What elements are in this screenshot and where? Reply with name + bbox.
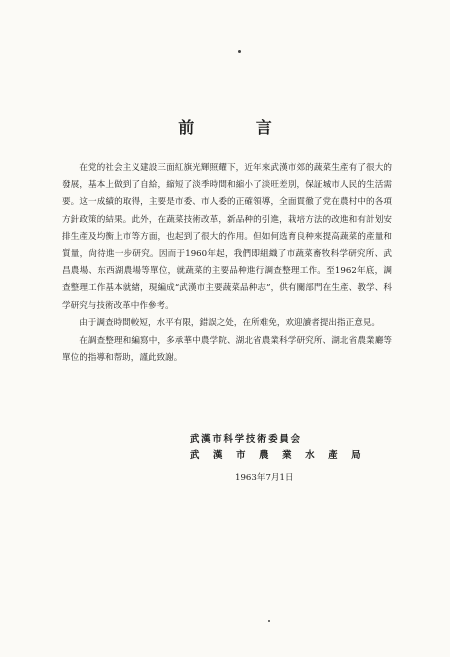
scan-speck [268,620,270,622]
scan-speck [238,50,241,53]
preface-paragraph: 在党的社会主义建設三面紅旗光輝照耀下，近年來武漢市郊的蔬菜生產有了很大的發展，基本上做到了自給，縮短了淡季時間和縮小了淡旺差別，保証城市人民的生活需要。这一成績的取得，主要是市委、市人委的正確領導，全面貫徹了党在農村中的各項方針政策的結果。此外，在蔬菜技術改革，新品种的引進，栽培方法的改進和有計划安排生產及均衡上市等方面，也起到了很大的作用。但如何选育良种來提高蔬菜的產量和質量，尙待進一步研究。因而于1960年起，我們即組織了市蔬菜畜牧科学研究所、武昌農場、东西湖農場等單位，就蔬菜的主要品种進行調查整理工作。至1962年底，調查整理工作基本就緒，現編成“武漢市主要蔬菜品种志”，供有關部門在生產、教学、科学研究与技術改革中作參考。 [62,163,392,311]
preface-paragraph: 在調查整理和編寫中，多承華中農学院、湖北省農業科学研究所、湖北省農業廳等單位的指導和帮助，謹此致謝。 [62,336,392,364]
signature-block [190,432,366,464]
preface-date: 1963年7月1日 [235,473,294,483]
signatory-bureau: 武 漢 市 農 業 水 產 局 [190,450,366,461]
signatory-institute: 武漢市科学技術委員会 [190,434,302,445]
preface-body [62,160,392,367]
page-title: 前 言 [178,118,300,137]
preface-paragraph: 由于調查時間較短，水平有限，錯誤之处，在所难免，欢迎讀者提出指正意見。 [79,318,380,329]
